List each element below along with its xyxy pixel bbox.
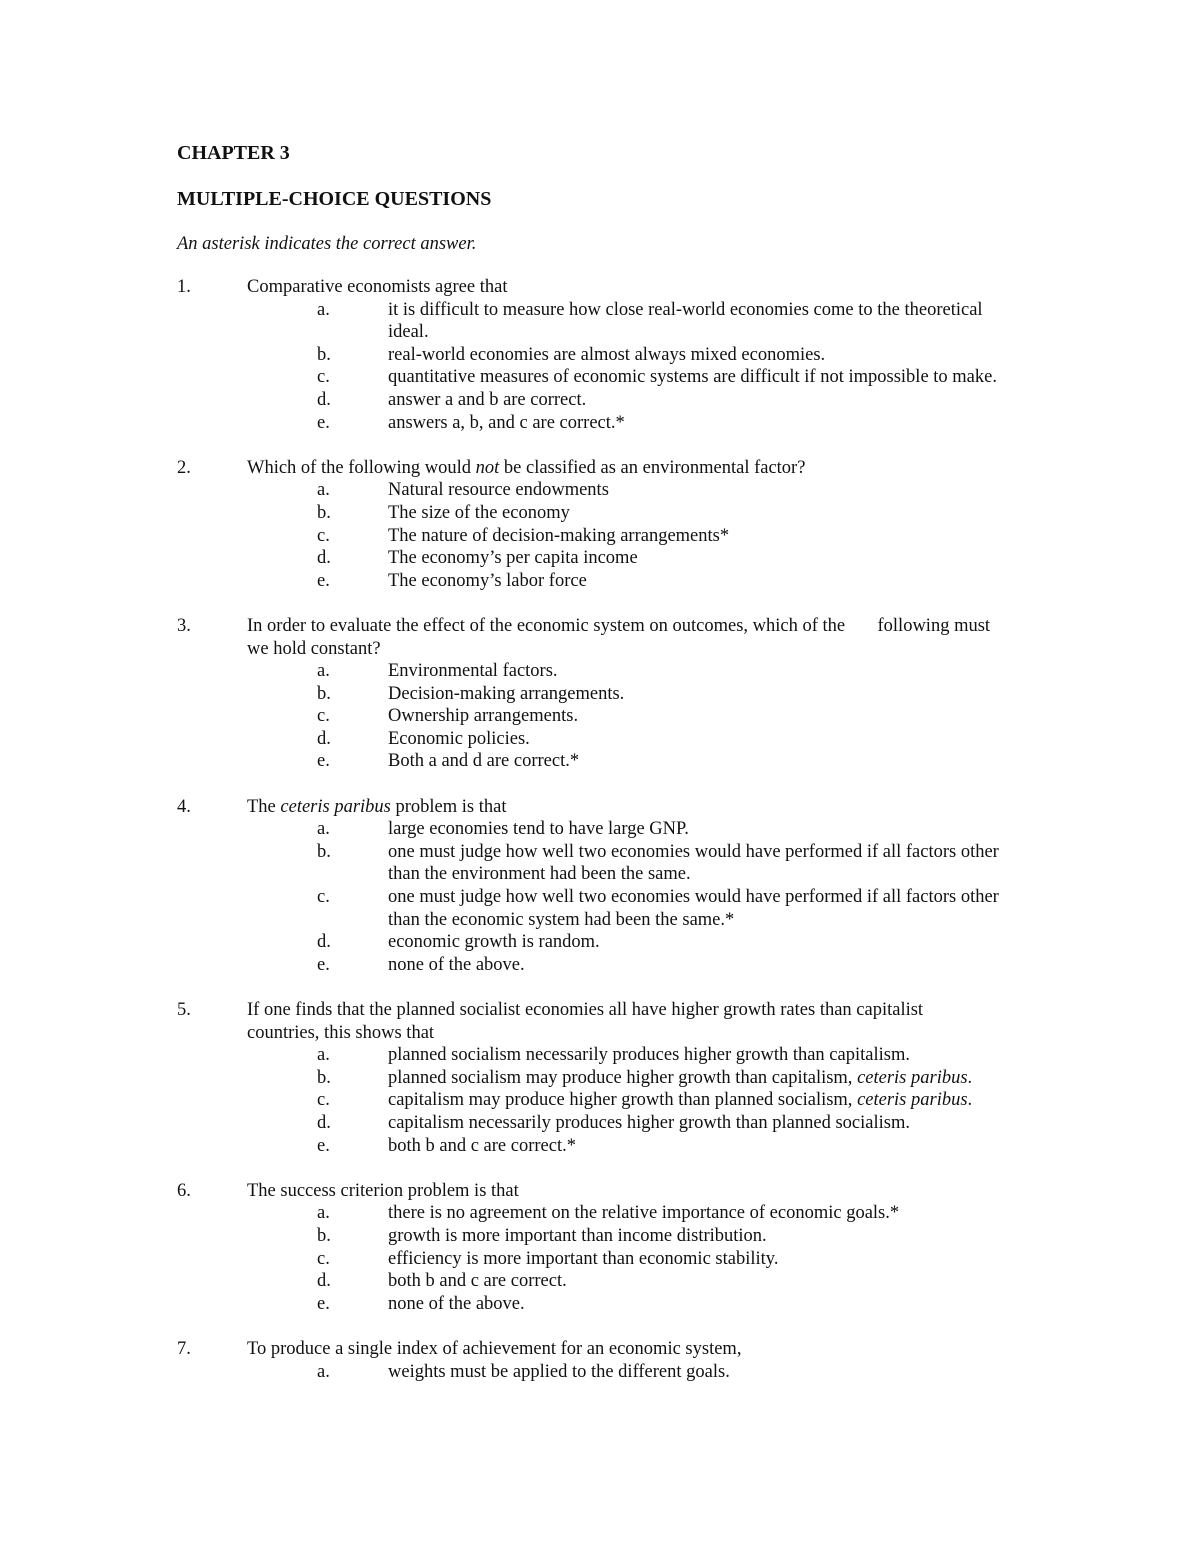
chapter-title: CHAPTER 3 xyxy=(177,142,290,164)
option-letter: e. xyxy=(317,1135,330,1156)
option-text: capitalism may produce higher growth than planned socialism, ceteris paribus. xyxy=(388,1090,973,1111)
answer-option xyxy=(177,412,1037,435)
question-list xyxy=(177,276,1037,1406)
question-5 xyxy=(177,999,1037,1157)
option-text: real-world economies are almost always mixed economies. xyxy=(388,344,826,365)
answer-option xyxy=(177,1248,1037,1271)
question-number: 6. xyxy=(177,1180,191,1201)
answer-option xyxy=(177,344,1037,367)
option-text: planned socialism necessarily produces higher growth than capitalism. xyxy=(388,1045,910,1066)
option-letter: d. xyxy=(317,1271,331,1292)
option-letter: c. xyxy=(317,887,330,908)
option-letter: c. xyxy=(317,706,330,727)
question-4 xyxy=(177,796,1037,977)
section-heading: MULTIPLE-CHOICE QUESTIONS xyxy=(177,188,492,210)
option-text: The size of the economy xyxy=(388,502,570,523)
option-text: there is no agreement on the relative importance of economic goals.* xyxy=(388,1203,900,1224)
option-letter: e. xyxy=(317,954,330,975)
option-letter: c. xyxy=(317,1090,330,1111)
option-text: growth is more important than income distribution. xyxy=(388,1225,767,1246)
answer-option xyxy=(177,1361,1037,1384)
question-text: Comparative economists agree that xyxy=(247,277,508,297)
emphasis-text: not xyxy=(475,457,500,478)
instruction-text: An asterisk indicates the correct answer. xyxy=(177,234,477,254)
question-1 xyxy=(177,276,1037,434)
answer-option xyxy=(177,1112,1037,1135)
question-text: To produce a single index of achievement for an economic system, xyxy=(247,1338,742,1359)
option-letter: b. xyxy=(317,683,331,704)
option-text: one must judge how well two economies would have performed if all factors other than the environment had been the same. xyxy=(388,841,999,885)
question-text: The ceteris paribus problem is that xyxy=(247,796,507,817)
option-text: Both a and d are correct.* xyxy=(388,751,580,772)
option-text: Natural resource endowments xyxy=(388,480,609,501)
answer-option xyxy=(177,660,1037,683)
answer-option xyxy=(177,1293,1037,1316)
answer-option xyxy=(177,818,1037,841)
question-text: Which of the following would not be classified as an environmental factor? xyxy=(247,457,806,478)
option-text: answer a and b are correct. xyxy=(388,389,587,410)
answer-option xyxy=(177,1135,1037,1158)
answer-option xyxy=(177,547,1037,570)
option-letter: d. xyxy=(317,548,331,569)
answer-option xyxy=(177,841,1037,886)
question-number: 5. xyxy=(177,1000,191,1020)
option-text: Ownership arrangements. xyxy=(388,706,579,727)
answer-option xyxy=(177,502,1037,525)
answer-option xyxy=(177,954,1037,977)
option-text: it is difficult to measure how close real-world economies come to the theoretical ideal. xyxy=(388,299,983,343)
answer-option xyxy=(177,1270,1037,1293)
option-text: one must judge how well two economies would have performed if all factors other than the economic system had been the same.* xyxy=(388,887,999,930)
option-text: economic growth is random. xyxy=(388,932,600,953)
answer-option xyxy=(177,479,1037,502)
option-text: weights must be applied to the different goals. xyxy=(388,1361,730,1382)
option-letter: a. xyxy=(317,299,330,320)
answer-option xyxy=(177,1089,1037,1112)
option-letter: b. xyxy=(317,1225,331,1246)
answer-option xyxy=(177,705,1037,728)
option-letter: d. xyxy=(317,1112,331,1133)
option-text: The economy’s per capita income xyxy=(388,548,638,569)
option-text: none of the above. xyxy=(388,954,525,975)
answer-option xyxy=(177,886,1037,931)
answer-option xyxy=(177,728,1037,751)
question-number: 4. xyxy=(177,796,191,817)
option-letter: e. xyxy=(317,412,330,433)
option-text: none of the above. xyxy=(388,1293,525,1314)
question-number: 1. xyxy=(177,277,191,297)
option-letter: b. xyxy=(317,1067,331,1088)
option-text: The economy’s labor force xyxy=(388,570,587,591)
option-letter: a. xyxy=(317,661,330,682)
answer-option xyxy=(177,366,1037,389)
option-text: planned socialism may produce higher growth than capitalism, ceteris paribus. xyxy=(388,1067,973,1088)
option-text: Environmental factors. xyxy=(388,661,558,682)
option-letter: e. xyxy=(317,570,330,591)
option-letter: a. xyxy=(317,1203,330,1224)
option-letter: e. xyxy=(317,751,330,772)
option-letter: a. xyxy=(317,1045,330,1066)
option-text: both b and c are correct.* xyxy=(388,1135,576,1156)
question-text: The success criterion problem is that xyxy=(247,1180,519,1201)
emphasis-text: ceteris paribus xyxy=(857,1090,968,1111)
question-7 xyxy=(177,1338,1037,1383)
emphasis-text: ceteris paribus xyxy=(280,796,391,817)
option-letter: d. xyxy=(317,728,331,749)
answer-option xyxy=(177,525,1037,548)
option-letter: a. xyxy=(317,819,330,840)
question-6 xyxy=(177,1180,1037,1316)
option-text: quantitative measures of economic systems are difficult if not impossible to make. xyxy=(388,367,997,388)
option-text: The nature of decision-making arrangements* xyxy=(388,525,730,546)
answer-option xyxy=(177,1067,1037,1090)
question-number: 2. xyxy=(177,457,191,478)
option-letter: b. xyxy=(317,344,331,365)
question-3 xyxy=(177,615,1037,773)
answer-option xyxy=(177,389,1037,412)
option-text: answers a, b, and c are correct.* xyxy=(388,412,625,433)
option-letter: d. xyxy=(317,389,331,410)
answer-option xyxy=(177,750,1037,773)
option-letter: d. xyxy=(317,932,331,953)
question-number: 3. xyxy=(177,615,191,636)
answer-option xyxy=(177,1044,1037,1067)
answer-option xyxy=(177,299,1037,344)
question-text: In order to evaluate the effect of the economic system on outcomes, which of the following must we hold constant? xyxy=(247,615,995,659)
option-text: Economic policies. xyxy=(388,728,530,749)
option-letter: c. xyxy=(317,525,330,546)
option-text: efficiency is more important than economic stability. xyxy=(388,1248,779,1269)
answer-option xyxy=(177,931,1037,954)
answer-option xyxy=(177,570,1037,593)
question-number: 7. xyxy=(177,1338,191,1359)
option-text: Decision-making arrangements. xyxy=(388,683,625,704)
option-letter: a. xyxy=(317,1361,330,1382)
option-text: capitalism necessarily produces higher growth than planned socialism. xyxy=(388,1112,910,1133)
option-letter: e. xyxy=(317,1293,330,1314)
option-letter: c. xyxy=(317,367,330,388)
answer-option xyxy=(177,1225,1037,1248)
option-text: both b and c are correct. xyxy=(388,1271,567,1292)
option-letter: b. xyxy=(317,841,331,862)
option-letter: a. xyxy=(317,480,330,501)
option-letter: c. xyxy=(317,1248,330,1269)
emphasis-text: ceteris paribus xyxy=(857,1067,968,1088)
option-text: large economies tend to have large GNP. xyxy=(388,819,689,840)
answer-option xyxy=(177,1202,1037,1225)
question-text: If one finds that the planned socialist economies all have higher growth rates than capitalist countries, this shows that xyxy=(247,1000,924,1043)
question-2 xyxy=(177,457,1037,593)
answer-option xyxy=(177,683,1037,706)
option-letter: b. xyxy=(317,502,331,523)
